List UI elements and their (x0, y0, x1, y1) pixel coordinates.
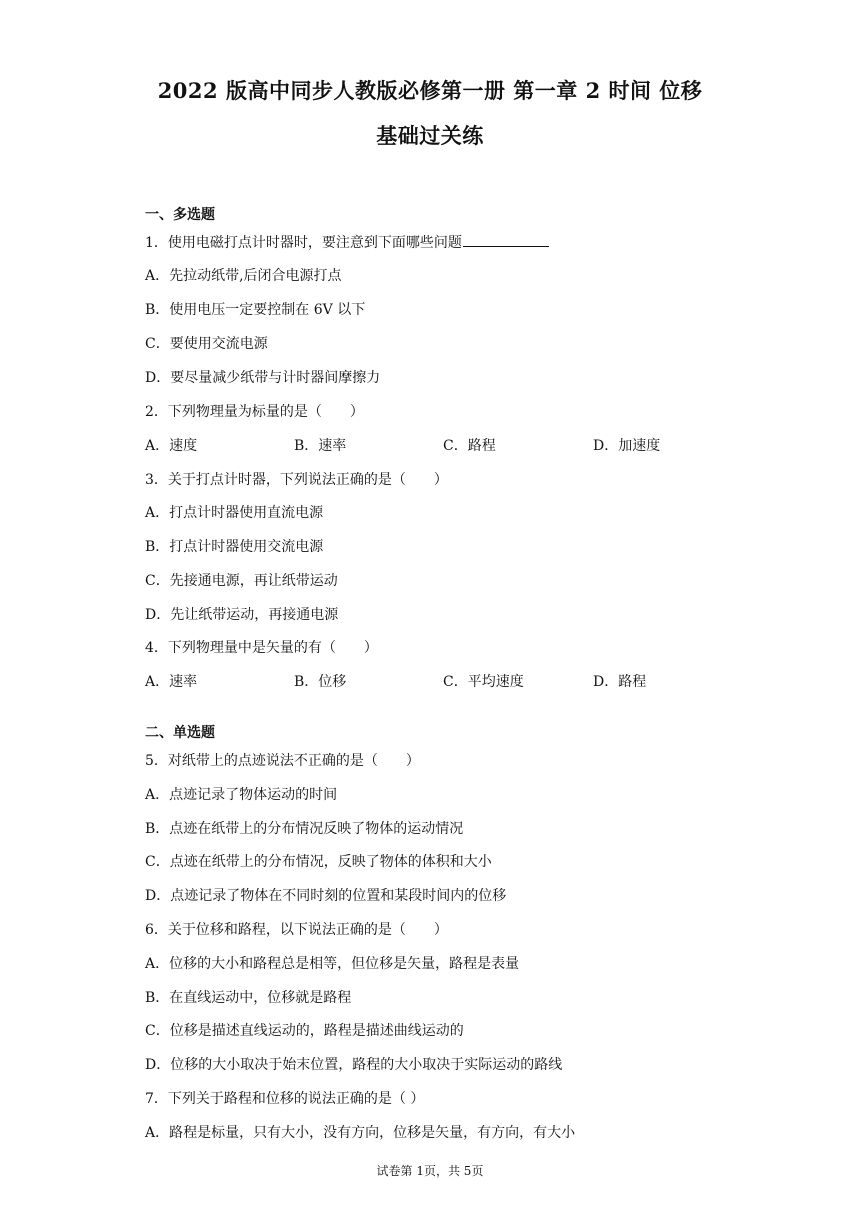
question-3-option-c: C．先接通电源，再让纸带运动 (145, 573, 338, 589)
section-heading-single: 二、单选题 (145, 725, 215, 741)
question-1-option-d: D．要尽量减少纸带与计时器间摩擦力 (145, 370, 381, 386)
question-4-option-b: B．位移 (294, 674, 347, 690)
question-6-option-d: D．位移的大小取决于始末位置，路程的大小取决于实际运动的路线 (145, 1057, 563, 1073)
question-4-option-c: C．平均速度 (443, 674, 524, 690)
document-title-line1: 2022 版高中同步人教版必修第一册 第一章 2 时间 位移 (157, 78, 703, 103)
question-1-option-c: C．要使用交流电源 (145, 336, 268, 352)
question-3-stem: 3．关于打点计时器，下列说法正确的是（ ） (145, 472, 448, 488)
question-5-option-c: C．点迹在纸带上的分布情况，反映了物体的体积和大小 (145, 854, 492, 870)
question-7-stem: 7．下列关于路程和位移的说法正确的是（ ） (145, 1091, 425, 1107)
question-5-option-a: A．点迹记录了物体运动的时间 (145, 787, 338, 803)
question-6-option-a: A．位移的大小和路程总是相等，但位移是矢量，路程是表量 (145, 956, 520, 972)
question-1-option-a: A．先拉动纸带,后闭合电源打点 (145, 268, 342, 284)
question-4-option-a: A．速率 (145, 674, 198, 690)
question-4-stem: 4．下列物理量中是矢量的有（ ） (145, 640, 378, 656)
question-3-option-d: D．先让纸带运动，再接通电源 (145, 607, 339, 623)
question-2-option-b: B．速率 (294, 438, 347, 454)
page-footer: 试卷第 1页，共 5页 (376, 1164, 484, 1178)
question-3-option-b: B．打点计时器使用交流电源 (145, 539, 324, 555)
question-6-stem: 6．关于位移和路程，以下说法正确的是（ ） (145, 922, 448, 938)
question-1-text: 1．使用电磁打点计时器时，要注意到下面哪些问题 (145, 235, 462, 251)
question-2-stem: 2．下列物理量为标量的是（ ） (145, 404, 364, 420)
question-5-option-b: B．点迹在纸带上的分布情况反映了物体的运动情况 (145, 821, 464, 837)
question-3-option-a: A．打点计时器使用直流电源 (145, 505, 324, 521)
section-heading-multi: 一、多选题 (145, 207, 215, 223)
question-5-option-d: D．点迹记录了物体在不同时刻的位置和某段时间内的位移 (145, 888, 507, 904)
question-2-option-d: D．加速度 (593, 438, 661, 454)
question-2-option-a: A．速度 (145, 438, 198, 454)
question-5-stem: 5．对纸带上的点迹说法不正确的是（ ） (145, 753, 420, 769)
question-1-option-b: B．使用电压一定要控制在 6V 以下 (145, 302, 366, 318)
question-7-option-a: A．路程是标量，只有大小，没有方向，位移是矢量，有方向，有大小 (145, 1125, 576, 1141)
question-4-option-d: D．路程 (593, 674, 647, 690)
question-1-stem (145, 232, 549, 252)
question-2-option-c: C．路程 (443, 438, 496, 454)
question-6-option-c: C．位移是描述直线运动的，路程是描述曲线运动的 (145, 1023, 464, 1039)
question-6-option-b: B．在直线运动中，位移就是路程 (145, 990, 352, 1006)
answer-blank (463, 232, 549, 247)
document-title-line2: 基础过关练 (376, 123, 484, 148)
